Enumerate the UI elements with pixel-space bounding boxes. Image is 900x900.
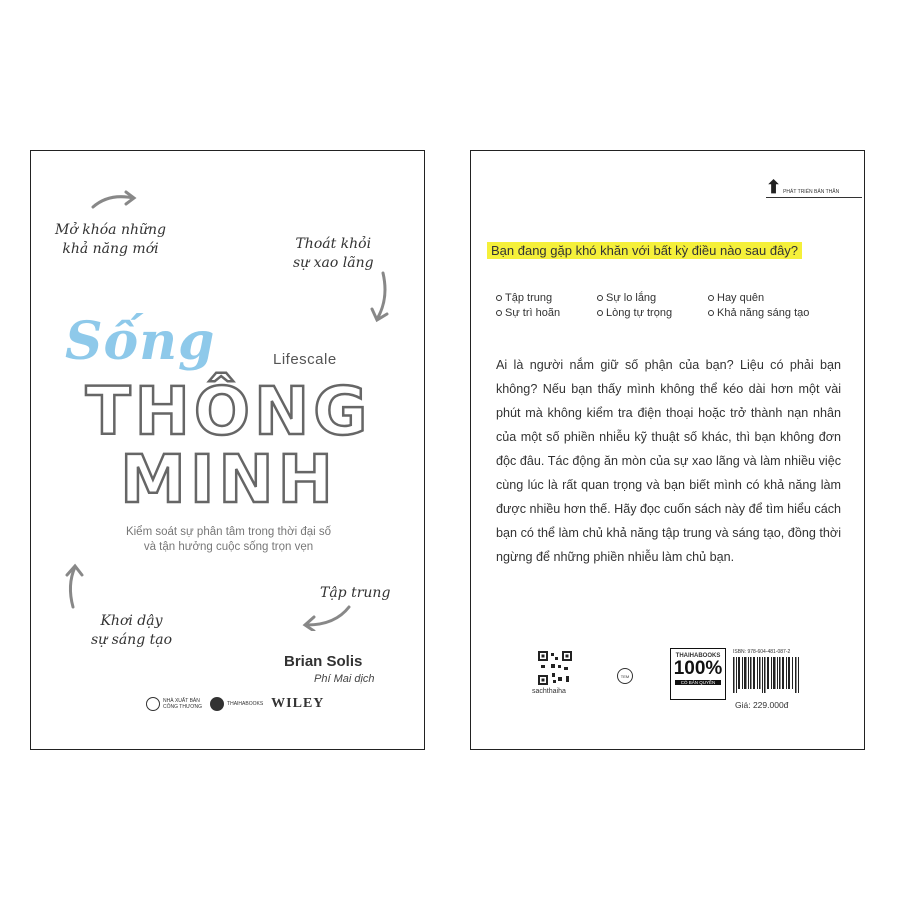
option-item: Sự trì hoãn bbox=[496, 307, 597, 319]
back-cover bbox=[470, 150, 865, 750]
original-title: Lifescale bbox=[273, 351, 337, 368]
copyright-badge: THAIHABOOKS 100% CÓ BẢN QUYỀN bbox=[670, 648, 726, 700]
publisher-emblem-icon bbox=[146, 697, 160, 711]
corner-phrase-top-left: Mở khóa những khả năng mới bbox=[55, 222, 166, 257]
blurb-text: Ai là người nắm giữ số phận của bạn? Liệu có phải bạn không? Nếu bạn thấy mình không thể kéo dài hơn một vài phút mà không kiểm tra điện thoại hoặc trở thành nạn nhân của một số phiền nhiễu kỹ thuật số khác, thì bạn không đơn độc đâu. Tác động ăn mòn của sự xao lãng và làm nhiều việc cùng lúc là rất quan trọng và bạn biết mình có khả năng làm được nhiều hơn thế. Hãy đọc cuốn sách này để tìm hiểu cách bạn có thể làm chủ khả năng tập trung và sáng tạo, đồng thời ngừng để những phiền nhiễu làm chủ bạn. bbox=[496, 358, 841, 564]
wiley-logo: WILEY bbox=[271, 696, 325, 711]
corner-phrase-bottom-left: Khơi dậy sự sáng tạo bbox=[91, 613, 173, 648]
curved-arrow-icon bbox=[369, 269, 393, 325]
authenticity-stamp: TEM bbox=[617, 668, 633, 684]
qr-code-icon bbox=[538, 651, 572, 685]
title-line-1: THÔNG bbox=[85, 373, 372, 450]
options-list bbox=[496, 292, 831, 319]
curved-arrow-icon bbox=[299, 603, 355, 631]
series-label: ⬆ PHÁT TRIỂN BẢN THÂN bbox=[766, 179, 862, 198]
option-item: Lòng tự trọng bbox=[597, 307, 708, 319]
circle-bullet-icon bbox=[597, 310, 603, 316]
circle-bullet-icon bbox=[708, 310, 714, 316]
title-script: Sống bbox=[65, 311, 216, 372]
option-item: Hay quên bbox=[708, 292, 828, 304]
publisher-emblem-icon bbox=[210, 697, 224, 711]
barcode-icon bbox=[733, 657, 801, 697]
publisher-logos bbox=[146, 696, 324, 712]
option-item: Sự lo lắng bbox=[597, 292, 708, 304]
subtitle: Kiểm soát sự phân tâm trong thời đại số và tận hưởng cuộc sống trọn vẹn bbox=[125, 526, 332, 553]
translator-name: Phí Mai dịch bbox=[314, 673, 375, 685]
circle-bullet-icon bbox=[496, 295, 502, 301]
publisher-logo: THAIHABOOKS bbox=[210, 697, 263, 711]
curved-arrow-icon bbox=[89, 189, 139, 211]
corner-phrase-top-right: Thoát khỏi sự xao lãng bbox=[293, 236, 374, 271]
question-highlight: Bạn đang gặp khó khăn với bất kỳ điều nào sau đây? bbox=[487, 241, 822, 261]
front-cover bbox=[30, 150, 425, 750]
isbn-text: ISBN: 978-604-481-087-2 bbox=[733, 649, 791, 655]
corner-phrase-bottom-right: Tập trung bbox=[320, 585, 391, 601]
qr-label: sachthaiha bbox=[532, 688, 566, 695]
curved-arrow-icon bbox=[61, 561, 91, 611]
circle-bullet-icon bbox=[496, 310, 502, 316]
circle-bullet-icon bbox=[597, 295, 603, 301]
author-name: Brian Solis bbox=[284, 653, 363, 670]
price-label: Giá: 229.000đ bbox=[735, 700, 789, 710]
circle-bullet-icon bbox=[708, 295, 714, 301]
title-line-2: MINH bbox=[120, 441, 337, 518]
option-item: Tập trung bbox=[496, 292, 597, 304]
option-item: Khả năng sáng tạo bbox=[708, 307, 828, 319]
publisher-logo: NHÀ XUẤT BẢN CÔNG THƯƠNG bbox=[146, 697, 202, 711]
series-logo-icon: ⬆ bbox=[766, 177, 782, 197]
